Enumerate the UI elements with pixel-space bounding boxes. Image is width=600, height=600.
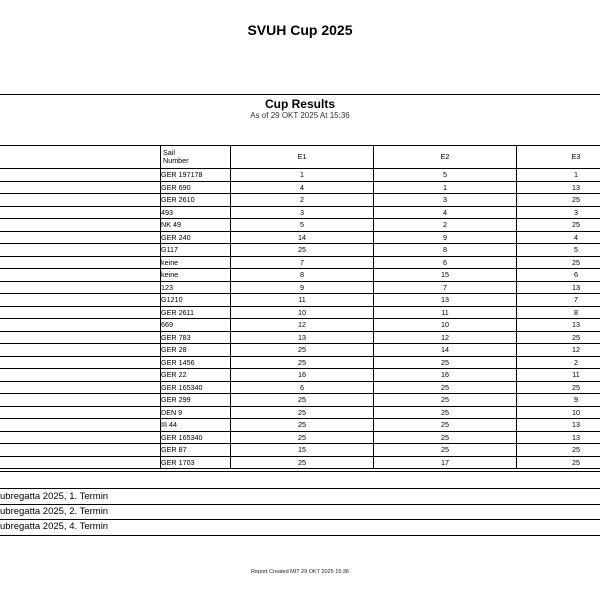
e3-cell: 5 — [517, 244, 600, 257]
e2-cell: 25 — [374, 406, 517, 419]
e1-cell: 6 — [231, 381, 374, 394]
header-name-column — [0, 146, 161, 169]
e3-cell: 13 — [517, 431, 600, 444]
name-cell — [0, 281, 161, 294]
e3-cell: 11 — [517, 369, 600, 382]
sail-number-cell: GER 2611 — [161, 306, 231, 319]
e1-cell: 13 — [231, 331, 374, 344]
e2-cell: 10 — [374, 319, 517, 332]
table-row — [0, 331, 600, 344]
e2-cell: 4 — [374, 206, 517, 219]
sail-number-cell: GER 165340 — [161, 431, 231, 444]
e2-cell: 25 — [374, 419, 517, 432]
sail-number-cell: GER 783 — [161, 331, 231, 344]
name-cell — [0, 419, 161, 432]
e3-cell: 6 — [517, 269, 600, 282]
e3-cell: 25 — [517, 219, 600, 232]
e3-cell: 25 — [517, 381, 600, 394]
sail-number-cell: GER 165340 — [161, 381, 231, 394]
name-cell — [0, 456, 161, 469]
e1-cell: 14 — [231, 231, 374, 244]
e1-cell: 25 — [231, 394, 374, 407]
results-table — [0, 145, 600, 469]
event-label: ubregatta 2025, 4. Termin — [0, 521, 109, 532]
e3-cell: 9 — [517, 394, 600, 407]
report-footer: Report Created MIT 29 OKT 2025 15:36 — [251, 569, 349, 575]
name-cell — [0, 169, 161, 182]
e3-cell: 1 — [517, 169, 600, 182]
name-cell — [0, 406, 161, 419]
table-row — [0, 256, 600, 269]
name-cell — [0, 369, 161, 382]
e1-cell: 12 — [231, 319, 374, 332]
e3-cell: 25 — [517, 456, 600, 469]
e1-cell: 3 — [231, 206, 374, 219]
name-cell — [0, 181, 161, 194]
name-cell — [0, 331, 161, 344]
e1-cell: 9 — [231, 281, 374, 294]
name-cell — [0, 194, 161, 207]
e1-cell: 5 — [231, 219, 374, 232]
name-cell — [0, 269, 161, 282]
table-row — [0, 294, 600, 307]
e2-cell: 3 — [374, 194, 517, 207]
e1-cell: 25 — [231, 356, 374, 369]
e1-cell: 25 — [231, 456, 374, 469]
e2-cell: 25 — [374, 394, 517, 407]
table-row — [0, 431, 600, 444]
e2-cell: 9 — [374, 231, 517, 244]
sail-number-cell: 493 — [161, 206, 231, 219]
e2-cell: 11 — [374, 306, 517, 319]
e1-cell: 25 — [231, 406, 374, 419]
event-row-3 — [0, 520, 600, 534]
name-cell — [0, 244, 161, 257]
e1-cell: 2 — [231, 194, 374, 207]
name-cell — [0, 444, 161, 457]
e2-cell: 25 — [374, 381, 517, 394]
e3-cell: 13 — [517, 319, 600, 332]
table-row — [0, 181, 600, 194]
e3-cell: 13 — [517, 181, 600, 194]
sail-number-cell: GER 22 — [161, 369, 231, 382]
e2-cell: 12 — [374, 331, 517, 344]
e1-cell: 25 — [231, 431, 374, 444]
e2-cell: 2 — [374, 219, 517, 232]
header-sail-number: Sail Number — [161, 146, 231, 169]
e2-cell: 16 — [374, 369, 517, 382]
name-cell — [0, 306, 161, 319]
e1-cell: 25 — [231, 344, 374, 357]
e2-cell: 25 — [374, 431, 517, 444]
e1-cell: 4 — [231, 181, 374, 194]
e3-cell: 25 — [517, 444, 600, 457]
e3-cell: 10 — [517, 406, 600, 419]
table-row — [0, 344, 600, 357]
e3-cell: 3 — [517, 206, 600, 219]
sail-number-cell: GER 299 — [161, 394, 231, 407]
event-label: ubregatta 2025, 1. Termin — [0, 491, 109, 502]
sail-number-cell: III 44 — [161, 419, 231, 432]
table-row — [0, 406, 600, 419]
e2-cell: 25 — [374, 356, 517, 369]
page-title: SVUH Cup 2025 — [247, 22, 353, 38]
e3-cell: 25 — [517, 256, 600, 269]
e2-cell: 6 — [374, 256, 517, 269]
e2-cell: 14 — [374, 344, 517, 357]
table-row — [0, 169, 600, 182]
name-cell — [0, 431, 161, 444]
e3-cell: 7 — [517, 294, 600, 307]
name-cell — [0, 231, 161, 244]
sail-number-cell: GER 1703 — [161, 456, 231, 469]
event-row-2 — [0, 505, 600, 520]
sail-number-cell: keine — [161, 269, 231, 282]
e3-cell: 25 — [517, 194, 600, 207]
sail-number-cell: G117 — [161, 244, 231, 257]
results-timestamp: As of 29 OKT 2025 At 15:36 — [250, 111, 350, 120]
name-cell — [0, 206, 161, 219]
e3-cell: 8 — [517, 306, 600, 319]
e1-cell: 10 — [231, 306, 374, 319]
e3-cell: 2 — [517, 356, 600, 369]
e3-cell: 13 — [517, 281, 600, 294]
table-row — [0, 444, 600, 457]
name-cell — [0, 356, 161, 369]
sail-number-cell: DEN 9 — [161, 406, 231, 419]
table-row — [0, 381, 600, 394]
table-row — [0, 219, 600, 232]
table-row — [0, 269, 600, 282]
table-row — [0, 206, 600, 219]
e2-cell: 17 — [374, 456, 517, 469]
table-header-row — [0, 146, 600, 169]
table-row — [0, 306, 600, 319]
event-row-1 — [0, 490, 600, 505]
table-row — [0, 394, 600, 407]
e3-cell: 25 — [517, 331, 600, 344]
table-row — [0, 419, 600, 432]
table-row — [0, 456, 600, 469]
e2-cell: 25 — [374, 444, 517, 457]
e1-cell: 25 — [231, 244, 374, 257]
e3-cell: 4 — [517, 231, 600, 244]
e2-cell: 7 — [374, 281, 517, 294]
header-e2: E2 — [374, 146, 517, 169]
e1-cell: 16 — [231, 369, 374, 382]
e1-cell: 7 — [231, 256, 374, 269]
name-cell — [0, 381, 161, 394]
table-row — [0, 281, 600, 294]
results-heading: Cup Results — [264, 97, 335, 111]
table-row — [0, 319, 600, 332]
e3-cell: 12 — [517, 344, 600, 357]
table-row — [0, 244, 600, 257]
sail-number-cell: 123 — [161, 281, 231, 294]
sail-number-cell: GER 87 — [161, 444, 231, 457]
table-row — [0, 231, 600, 244]
sail-number-cell: NK 49 — [161, 219, 231, 232]
name-cell — [0, 319, 161, 332]
name-cell — [0, 294, 161, 307]
sail-number-cell: GER 2610 — [161, 194, 231, 207]
sail-number-cell: GER 1456 — [161, 356, 231, 369]
event-label: ubregatta 2025, 2. Termin — [0, 506, 109, 517]
sail-number-cell: keine — [161, 256, 231, 269]
e1-cell: 25 — [231, 419, 374, 432]
e1-cell: 1 — [231, 169, 374, 182]
table-row — [0, 194, 600, 207]
e2-cell: 5 — [374, 169, 517, 182]
e2-cell: 1 — [374, 181, 517, 194]
sail-number-cell: 669 — [161, 319, 231, 332]
name-cell — [0, 219, 161, 232]
e1-cell: 15 — [231, 444, 374, 457]
e2-cell: 15 — [374, 269, 517, 282]
header-e3: E3 — [517, 146, 600, 169]
table-row — [0, 356, 600, 369]
name-cell — [0, 344, 161, 357]
name-cell — [0, 256, 161, 269]
e3-cell: 13 — [517, 419, 600, 432]
header-e1: E1 — [231, 146, 374, 169]
e2-cell: 13 — [374, 294, 517, 307]
name-cell — [0, 394, 161, 407]
e2-cell: 8 — [374, 244, 517, 257]
sail-number-cell: GER 690 — [161, 181, 231, 194]
sail-number-cell: G1210 — [161, 294, 231, 307]
table-row — [0, 369, 600, 382]
sail-number-cell: GER 240 — [161, 231, 231, 244]
e1-cell: 11 — [231, 294, 374, 307]
sail-number-cell: GER 197178 — [161, 169, 231, 182]
e1-cell: 8 — [231, 269, 374, 282]
sail-number-cell: GER 28 — [161, 344, 231, 357]
